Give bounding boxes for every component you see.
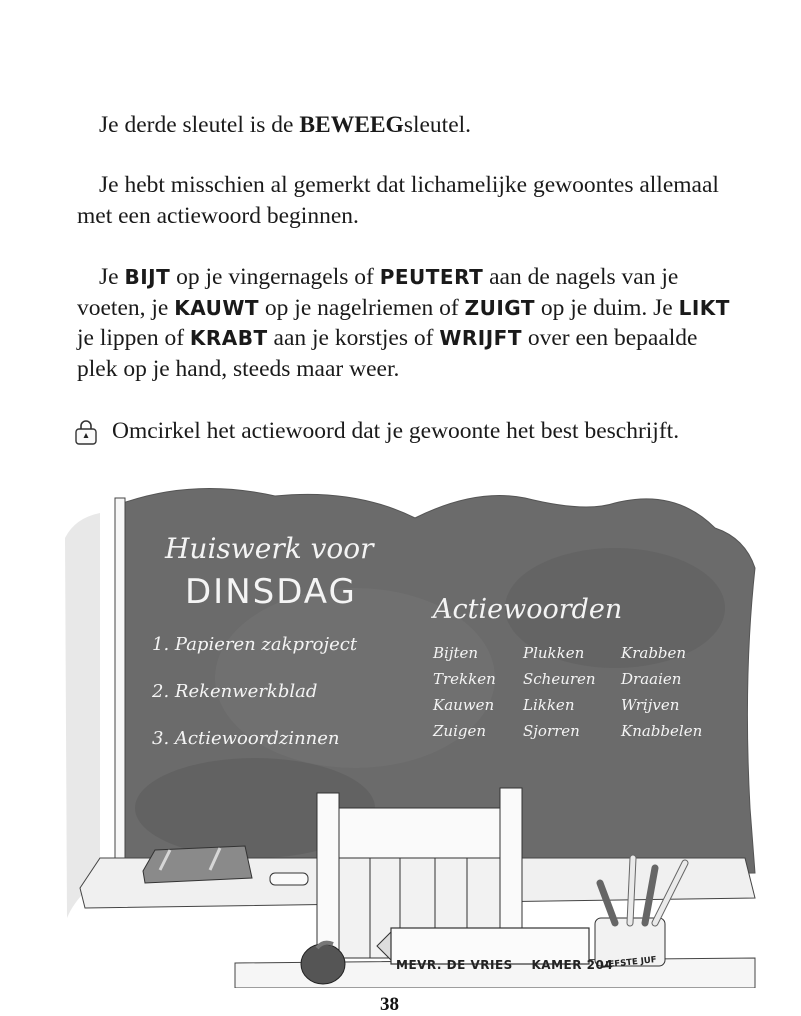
homework-item: 3. Actiewoordzinnen bbox=[152, 728, 340, 749]
verb: KAUWT bbox=[174, 295, 260, 320]
chalk-stick bbox=[270, 873, 308, 885]
text: Je derde sleutel is de bbox=[99, 112, 300, 138]
lock-icon bbox=[72, 418, 100, 446]
text: op je nagelriemen of bbox=[259, 294, 465, 321]
paragraph-verbs bbox=[77, 262, 737, 384]
cup-label: LIEFSTE JUF bbox=[599, 955, 658, 971]
eraser bbox=[143, 846, 252, 883]
homework-item: 2. Rekenwerkblad bbox=[152, 681, 318, 702]
paragraph-intro: Je hebt misschien al gemerkt dat lichamelijke gewoontes allemaal met een actiewoord beginnen. bbox=[77, 172, 719, 229]
action-word: Likken bbox=[523, 696, 575, 714]
bold-keyword: BEWEEG bbox=[299, 112, 404, 138]
action-word: Bijten bbox=[433, 644, 479, 662]
verb: ZUIGT bbox=[464, 295, 535, 320]
text: je lippen of bbox=[77, 325, 190, 351]
verb: LIKT bbox=[678, 295, 730, 320]
action-word: Trekken bbox=[433, 670, 496, 688]
paragraph-key bbox=[77, 110, 737, 141]
verb: WRIJFT bbox=[439, 326, 522, 350]
action-word: Kauwen bbox=[433, 696, 495, 714]
text: over een bepaalde plek op je hand, steeds maar weer. bbox=[77, 325, 698, 382]
chalkboard-heading-day: DINSDAG bbox=[185, 572, 357, 612]
action-word: Krabben bbox=[621, 644, 687, 662]
homework-item: 1. Papieren zakproject bbox=[152, 634, 358, 655]
text: op je duim. Je bbox=[534, 294, 679, 321]
action-word: Knabbelen bbox=[621, 722, 703, 740]
verb: PEUTERT bbox=[379, 265, 484, 289]
text: aan de nagels van je voeten, je bbox=[77, 264, 679, 321]
action-word: Zuigen bbox=[433, 722, 487, 740]
nameplate-text: MEVR. DE VRIES KAMER 204 bbox=[396, 958, 614, 972]
verb: BIJT bbox=[124, 265, 171, 289]
instruction: Omcirkel het actiewoord dat je gewoonte het best beschrijft. bbox=[112, 418, 680, 444]
wall-edge bbox=[65, 513, 100, 918]
action-word: Sjorren bbox=[523, 722, 580, 740]
text: aan je korstjes of bbox=[267, 325, 440, 351]
action-word: Scheuren bbox=[523, 670, 596, 688]
verb: KRABT bbox=[189, 326, 268, 350]
page-number: 38 bbox=[380, 994, 399, 1015]
chalkboard-heading: Huiswerk voor bbox=[165, 532, 374, 565]
action-word: Wrijven bbox=[621, 696, 680, 714]
text: Je bbox=[99, 264, 125, 290]
actiewoorden-title: Actiewoorden bbox=[433, 594, 623, 625]
text: op je vingernagels of bbox=[170, 264, 380, 290]
actiewoorden-list bbox=[433, 642, 721, 742]
text: sleutel. bbox=[403, 112, 472, 138]
action-word: Draaien bbox=[621, 670, 682, 688]
action-word: Plukken bbox=[523, 644, 585, 662]
